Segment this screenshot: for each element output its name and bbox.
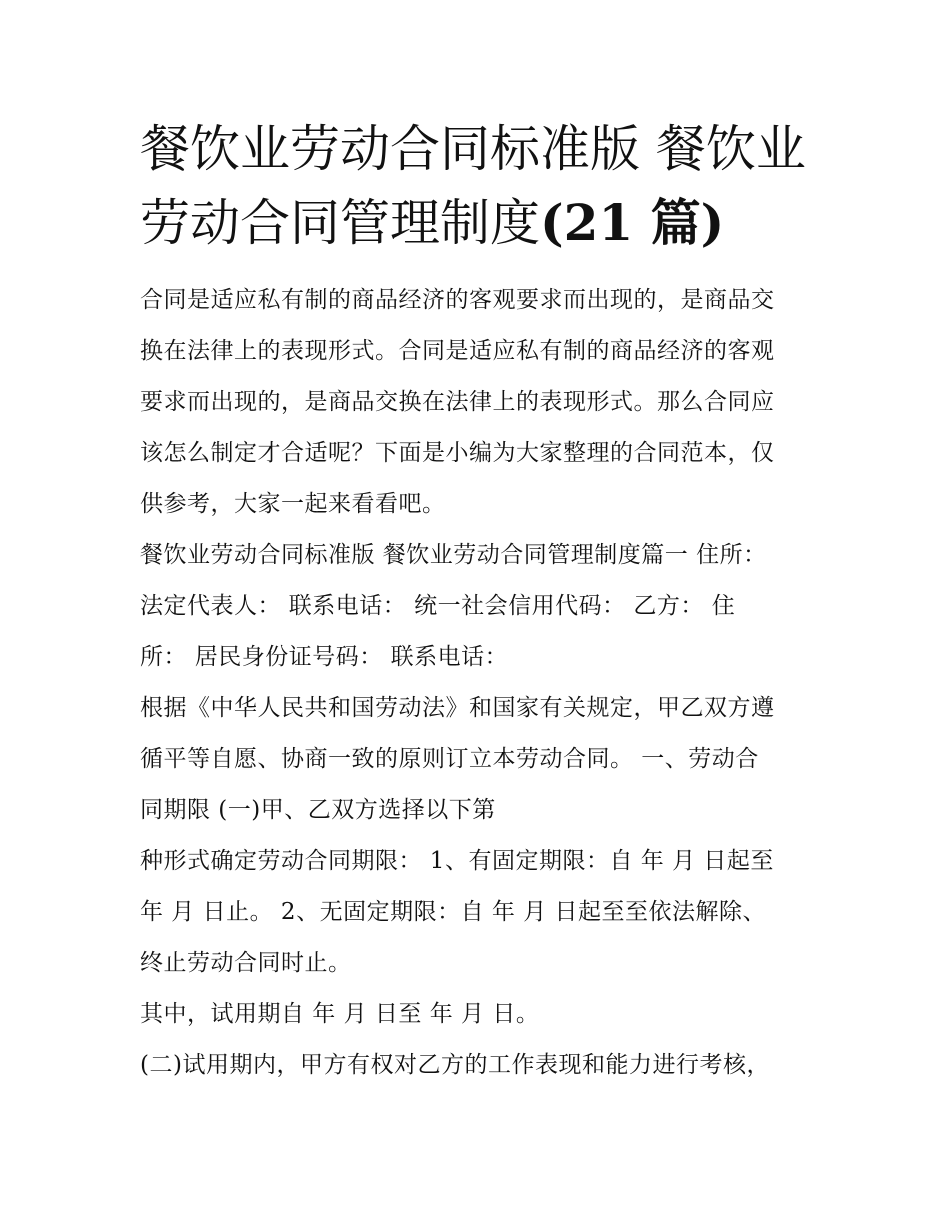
paragraph-assessment: [140, 1040, 820, 1091]
title-count: (21 篇): [540, 193, 725, 252]
paragraph-line: 要求而出现的，是商品交换在法律上的表现形式。那么合同应: [140, 389, 775, 415]
paragraph-line: 循平等自愿、协商一致的原则订立本劳动合同。 一、劳动合: [140, 746, 759, 772]
title-line-2: 劳动合同管理制度: [140, 194, 540, 252]
title-line-1: 餐饮业劳动合同标准版 餐饮业: [140, 120, 806, 178]
paragraph-term: [140, 836, 820, 989]
document-body: [140, 275, 820, 1091]
paragraph-line: 换在法律上的表现形式。合同是适应私有制的商品经济的客观: [140, 338, 775, 364]
paragraph-line: 其中，试用期自 年 月 日至 年 月 日。: [140, 1001, 540, 1027]
paragraph-basis: [140, 683, 820, 836]
paragraph-line: 年 月 日止。 2、无固定期限：自 年 月 日起至至依法解除、: [140, 899, 766, 925]
paragraph-line: 所： 居民身份证号码： 联系电话：: [140, 644, 509, 670]
paragraph-parties: [140, 530, 820, 683]
paragraph-line: 供参考，大家一起来看看吧。: [140, 491, 446, 517]
paragraph-line: (二)试用期内，甲方有权对乙方的工作表现和能力进行考核，: [140, 1052, 770, 1078]
paragraph-line: 该怎么制定才合适呢？下面是小编为大家整理的合同范本，仅: [140, 440, 775, 466]
paragraph-line: 合同是适应私有制的商品经济的客观要求而出现的，是商品交: [140, 287, 775, 313]
paragraph-line: 种形式确定劳动合同期限： 1、有固定期限：自 年 月 日起至: [140, 848, 774, 874]
paragraph-line: 根据《中华人民共和国劳动法》和国家有关规定，甲乙双方遵: [140, 695, 775, 721]
paragraph-line: 餐饮业劳动合同标准版 餐饮业劳动合同管理制度篇一 住所：: [140, 542, 767, 568]
paragraph-line: 法定代表人： 联系电话： 统一社会信用代码： 乙方： 住: [140, 593, 736, 619]
document-title: [140, 112, 820, 260]
paragraph-line: 终止劳动合同时止。: [140, 950, 352, 976]
paragraph-intro: [140, 275, 820, 530]
paragraph-probation: [140, 989, 820, 1040]
paragraph-line: 同期限 (一)甲、乙双方选择以下第: [140, 797, 496, 823]
